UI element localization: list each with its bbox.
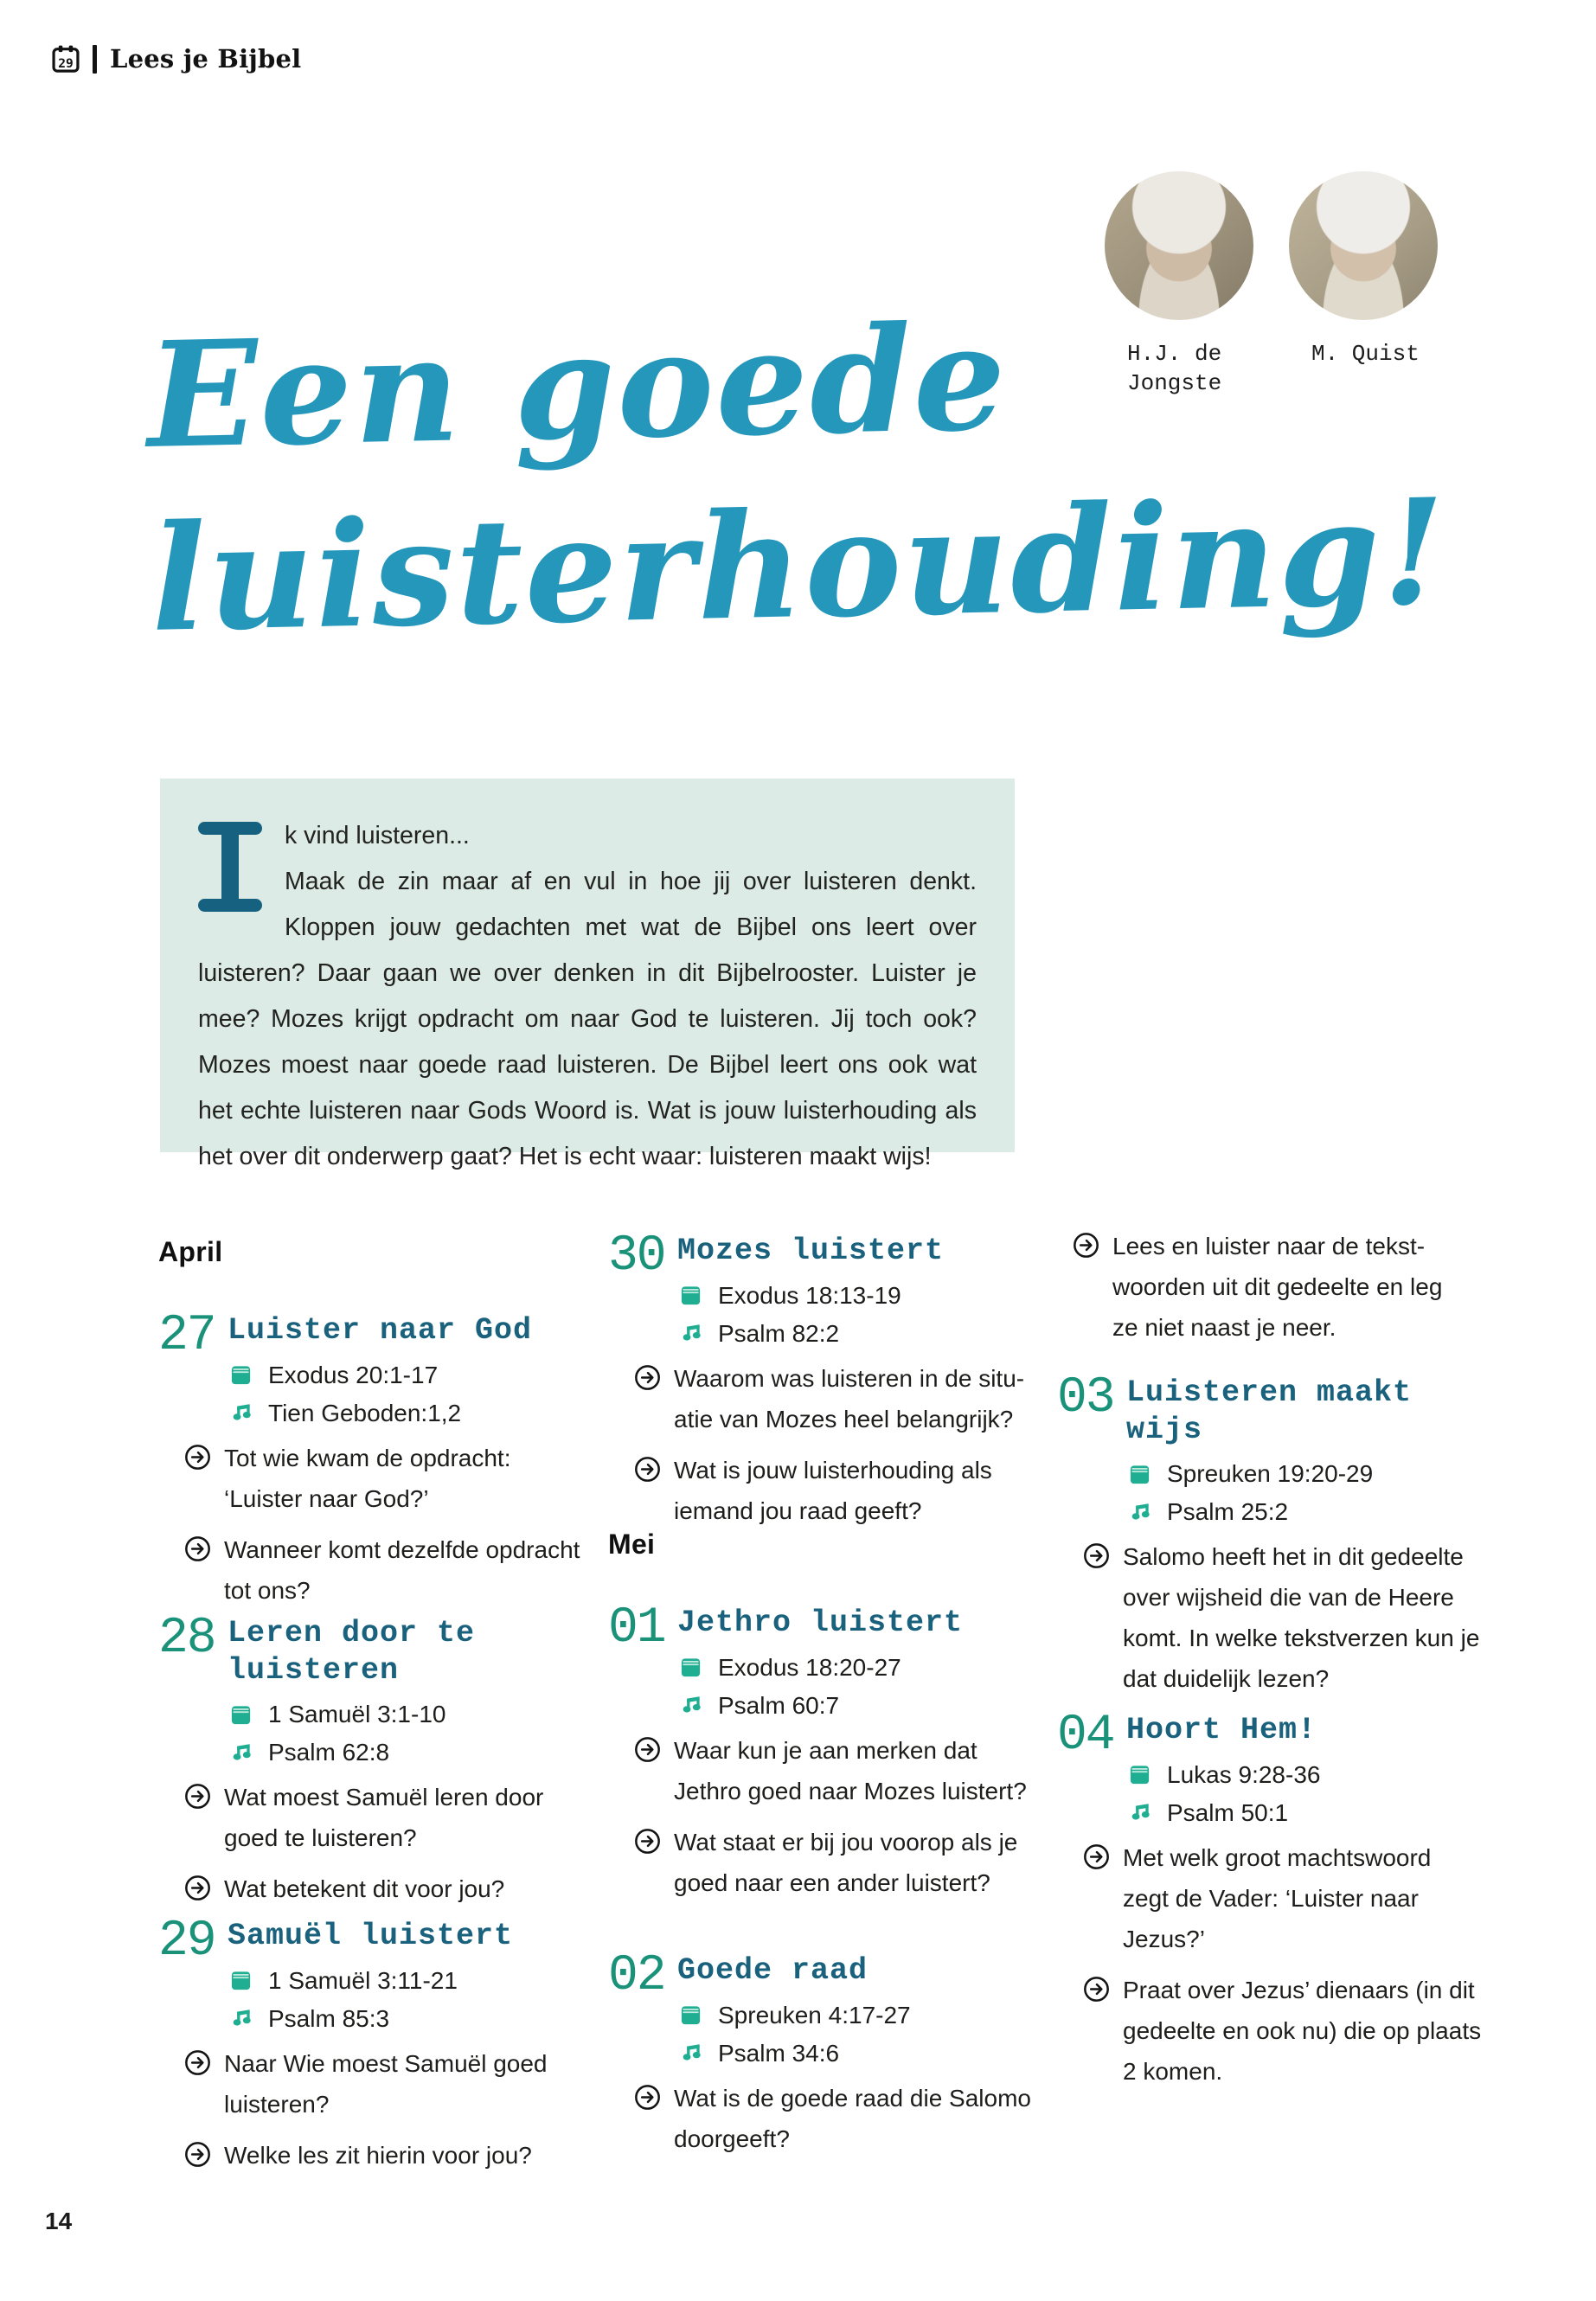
song-reference: Psalm 25:2: [1167, 1498, 1289, 1526]
entry-title: Goede raad: [677, 1953, 869, 1988]
schedule-entry-02: [608, 1948, 1034, 2170]
question-text: Lees en luister naar de tekstwoorden uit dit gedeelte en leg ze niet naast je neer.: [1112, 1233, 1443, 1341]
question-row: [1083, 1536, 1483, 1699]
song-row: [229, 1400, 584, 1427]
schedule-column-3: [1057, 1224, 1483, 2301]
question-row: [634, 1822, 1034, 1903]
dropcap-initial-I: [198, 822, 262, 912]
book-icon: [679, 1656, 702, 1679]
book-icon: [1128, 1463, 1151, 1486]
schedule-entry-04: [1057, 1710, 1483, 2102]
song-reference: Tien Geboden:1,2: [268, 1399, 462, 1426]
day-number: 29: [158, 1913, 215, 1970]
schedule-entry-29: [158, 1913, 584, 2186]
reading-reference: 1 Samuël 3:11-21: [268, 1966, 458, 1994]
schedule-entry-28: [158, 1613, 584, 1920]
page-title-line2: luisterhouding!: [149, 465, 1449, 664]
brand-divider: [93, 45, 97, 74]
reading-row: [229, 1967, 584, 1995]
arrow-circle-icon: [1083, 1542, 1110, 1569]
day-number: 03: [1057, 1370, 1114, 1426]
calendar-day-label: 29: [58, 55, 74, 71]
song-row: [1128, 1799, 1483, 1827]
song-reference: Psalm 34:6: [718, 2039, 840, 2067]
schedule-column-1: [158, 1224, 584, 2301]
entry-title: Samuël luistert: [228, 1919, 514, 1953]
question-row: [184, 1438, 584, 1519]
schedule-entry-01: [608, 1600, 1034, 1913]
arrow-circle-icon: [634, 1736, 661, 1763]
question-text: Welke les zit hierin voor jou?: [224, 2141, 532, 2169]
music-note-icon: [679, 1322, 702, 1345]
question-row: [634, 2078, 1034, 2159]
question-text: Naar Wie moest Samuël goed luisteren?: [224, 2049, 548, 2118]
question-row: [184, 2043, 584, 2125]
intro-box: [160, 779, 1015, 1170]
month-heading-april: April: [158, 1236, 223, 1267]
song-row: [1128, 1498, 1483, 1526]
reading-reference: Exodus 20:1-17: [268, 1361, 439, 1388]
arrow-circle-icon: [634, 1456, 661, 1483]
question-text: Wanneer komt dezelfde opdracht tot ons?: [224, 1535, 580, 1604]
question-text: Waar kun je aan merken dat Jethro goed naar Mozes luistert?: [674, 1736, 1027, 1804]
song-row: [679, 2040, 1034, 2067]
schedule-entry-30: [608, 1228, 1034, 1541]
arrow-circle-icon: [184, 1444, 211, 1471]
entry-title: Hoort Hem!: [1126, 1713, 1317, 1747]
day-number: 30: [608, 1228, 665, 1285]
question-text: Salomo heeft het in dit gedeelte over wijsheid die van de Heere komt. In welke tekstverzen kun je dat duidelijk lezen?: [1123, 1543, 1480, 1693]
month-heading-mei: Mei: [608, 1529, 656, 1560]
book-icon: [229, 1703, 253, 1727]
question-row: [634, 1358, 1034, 1439]
schedule-entry-27: [158, 1308, 584, 1621]
entry-title: Leren door te luisteren: [228, 1616, 476, 1688]
book-icon: [679, 2003, 702, 2027]
arrow-circle-icon: [634, 1364, 661, 1391]
entry-title: Luisteren maakt wijs: [1126, 1375, 1413, 1447]
arrow-circle-icon: [1073, 1232, 1099, 1259]
page-title: [145, 278, 1451, 671]
music-note-icon: [1128, 1801, 1151, 1824]
music-note-icon: [229, 2007, 253, 2030]
calendar-icon: [52, 44, 80, 74]
question-text: Tot wie kwam de opdracht: ‘Luister naar God?’: [224, 1444, 511, 1512]
intro-body: Maak de zin maar af en vul in hoe jij over luisteren denkt. Kloppen jouw gedachten met wat de Bijbel ons leert over luisteren? Daar gaan we over denken in dit Bijbelrooster. Luister je mee? Mozes krijgt opdracht om naar God te luisteren. Jij toch ook? Mozes moest naar goede raad luisteren. De Bijbel leert ons ook wat het echte luisteren naar Gods Woord is. Wat is jouw luisterhouding als het over dit onderwerp gaat? Het is echt waar: luisteren maakt wijs!: [198, 868, 977, 1170]
book-icon: [229, 1363, 253, 1387]
question-row: [184, 2135, 584, 2176]
question-text: Waarom was luisteren in de situatie van Mozes heel belangrijk?: [674, 1364, 1025, 1433]
question-row: [1083, 1970, 1483, 2092]
question-row: [1083, 1837, 1483, 1959]
arrow-circle-icon: [184, 2141, 211, 2168]
question-row-continued: [1073, 1226, 1471, 1348]
brand-title: Lees je Bijbel: [110, 44, 302, 74]
schedule-entry-03: [1057, 1370, 1483, 1709]
arrow-circle-icon: [184, 1535, 211, 1562]
day-number: 04: [1057, 1708, 1114, 1764]
reading-row: [679, 2002, 1034, 2029]
question-row: [184, 1777, 584, 1858]
music-note-icon: [679, 2041, 702, 2065]
song-row: [679, 1320, 1034, 1348]
song-reference: Psalm 62:8: [268, 1739, 390, 1766]
song-reference: Psalm 50:1: [1167, 1798, 1289, 1826]
song-row: [679, 1692, 1034, 1720]
day-number: 01: [608, 1600, 665, 1657]
book-icon: [1128, 1763, 1151, 1786]
reading-row: [1128, 1761, 1483, 1789]
question-row: [634, 1450, 1034, 1531]
question-row: [184, 1529, 584, 1611]
question-row: [184, 1868, 584, 1909]
day-number: 28: [158, 1611, 215, 1667]
question-text: Met welk groot machtswoord zegt de Vader: ‘Luister naar Jezus?’: [1123, 1843, 1432, 1952]
reading-reference: Spreuken 4:17-27: [718, 2001, 911, 2029]
masthead: [52, 42, 301, 76]
music-note-icon: [679, 1694, 702, 1717]
reading-reference: 1 Samuël 3:1-10: [268, 1701, 446, 1728]
reading-reference: Exodus 18:20-27: [718, 1653, 901, 1681]
music-note-icon: [1128, 1501, 1151, 1524]
arrow-circle-icon: [1083, 1976, 1110, 2003]
book-icon: [229, 1969, 253, 1992]
entry-title: Luister naar God: [228, 1313, 533, 1348]
page-number: 14: [45, 2208, 73, 2234]
entry-title: Mozes luistert: [677, 1234, 945, 1268]
question-text: Wat moest Samuël leren door goed te luisteren?: [224, 1784, 544, 1852]
arrow-circle-icon: [184, 1783, 211, 1810]
arrow-circle-icon: [184, 2049, 211, 2076]
day-number: 02: [608, 1948, 665, 2004]
arrow-circle-icon: [184, 1875, 211, 1901]
reading-reference: Lukas 9:28-36: [1167, 1760, 1321, 1788]
intro-lead: k vind luisteren...: [285, 822, 470, 849]
reading-reference: Exodus 18:13-19: [718, 1281, 901, 1309]
song-row: [229, 2005, 584, 2033]
song-reference: Psalm 82:2: [718, 1319, 840, 1347]
author-name: M. Quist: [1311, 341, 1420, 367]
reading-reference: Spreuken 19:20-29: [1167, 1460, 1374, 1488]
music-note-icon: [229, 1401, 253, 1425]
day-number: 27: [158, 1308, 215, 1364]
reading-row: [679, 1282, 1034, 1310]
song-row: [229, 1739, 584, 1766]
question-text: Praat over Jezus’ dienaars (in dit gedeelte en ook nu) die op plaats 2 komen.: [1123, 1976, 1482, 2085]
intro-paragraph: [198, 813, 977, 1180]
author-name: H.J. de Jongste: [1127, 341, 1222, 397]
music-note-icon: [229, 1741, 253, 1765]
arrow-circle-icon: [634, 2084, 661, 2111]
question-text: Wat is de goede raad die Salomo doorgeeft?: [674, 2084, 1031, 2152]
schedule-column-2: [608, 1224, 1034, 2301]
song-reference: Psalm 60:7: [718, 1691, 840, 1719]
reading-row: [1128, 1460, 1483, 1488]
question-text: Wat is jouw luisterhouding als iemand jou raad geeft?: [674, 1456, 992, 1524]
arrow-circle-icon: [634, 1828, 661, 1855]
question-text: Wat betekent dit voor jou?: [224, 1875, 505, 1903]
question-text: Wat staat er bij jou voorop als je goed naar een ander luistert?: [674, 1828, 1018, 1896]
question-row: [634, 1730, 1034, 1811]
reading-row: [229, 1362, 584, 1389]
entry-title: Jethro luistert: [677, 1606, 964, 1640]
reading-row: [679, 1654, 1034, 1682]
arrow-circle-icon: [1083, 1843, 1110, 1870]
book-icon: [679, 1284, 702, 1307]
song-reference: Psalm 85:3: [268, 2004, 390, 2032]
reading-row: [229, 1701, 584, 1728]
page-title-line1: Een goede: [145, 292, 1010, 481]
